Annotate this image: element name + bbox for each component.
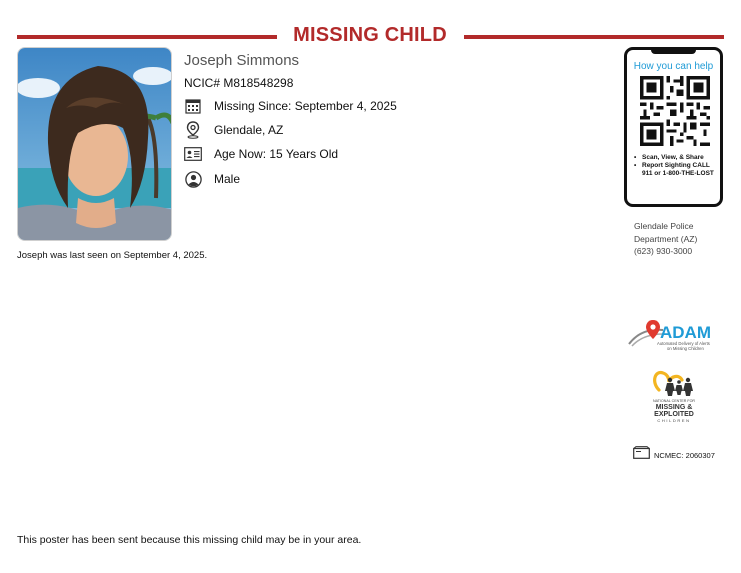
header-rule-left xyxy=(17,35,277,39)
agency-name-line1: Glendale Police xyxy=(634,221,694,231)
footer-note: This poster has been sent because this missing child may be in your area. xyxy=(17,534,362,546)
id-card-icon xyxy=(184,145,202,163)
calendar-icon xyxy=(184,97,202,115)
agency-contact xyxy=(634,220,734,258)
ncmec-line-4: CHILDREN xyxy=(657,418,691,423)
header-rule-right xyxy=(464,35,724,39)
adam-tagline-2: on Missing Children xyxy=(667,346,704,351)
person-icon xyxy=(184,170,202,188)
location-row xyxy=(184,121,283,139)
ncmec-line-2: MISSING & xyxy=(655,404,693,411)
ncmec-line-1: NATIONAL CENTER FOR xyxy=(653,399,695,403)
adam-wordmark: ADAM xyxy=(660,323,711,342)
help-steps xyxy=(633,154,719,178)
envelope-icon xyxy=(633,446,650,464)
agency-name-line2: Department (AZ) xyxy=(634,233,698,244)
ncmec-logo xyxy=(645,368,703,426)
ncic-number: NCIC# M818548298 xyxy=(184,76,294,90)
sex-row xyxy=(184,170,240,188)
missing-since: Missing Since: September 4, 2025 xyxy=(214,99,397,113)
ncmec-id-row xyxy=(633,446,715,464)
ncmec-line-3: EXPLOITED xyxy=(654,411,694,418)
age-now: Age Now: 15 Years Old xyxy=(214,147,339,161)
last-seen-statement: Joseph was last seen on September 4, 2025. xyxy=(17,250,208,261)
help-step: • Scan, View, & Share xyxy=(633,154,719,162)
help-title: How you can help xyxy=(633,61,714,72)
child-name: Joseph Simmons xyxy=(184,52,300,69)
phone-notch xyxy=(651,49,696,54)
missing-since-row xyxy=(184,97,397,115)
help-step: • Report Sighting CALL 911 or 1-800-THE-LOST xyxy=(633,162,719,178)
last-known-location: Glendale, AZ xyxy=(214,123,284,137)
sex: Male xyxy=(214,172,241,186)
qr-code[interactable] xyxy=(640,76,710,146)
location-pin-icon xyxy=(184,121,202,139)
ncmec-case-number: NCMEC: 2060307 xyxy=(654,450,715,460)
adam-logo xyxy=(627,318,721,354)
adam-tagline-1: Automated Delivery of Alerts xyxy=(657,341,710,346)
poster-title: MISSING CHILD xyxy=(293,24,447,46)
child-photo xyxy=(17,47,172,241)
help-phone-card xyxy=(624,47,723,207)
agency-phone: (623) 930-3000 xyxy=(634,246,693,256)
age-row xyxy=(184,145,338,163)
